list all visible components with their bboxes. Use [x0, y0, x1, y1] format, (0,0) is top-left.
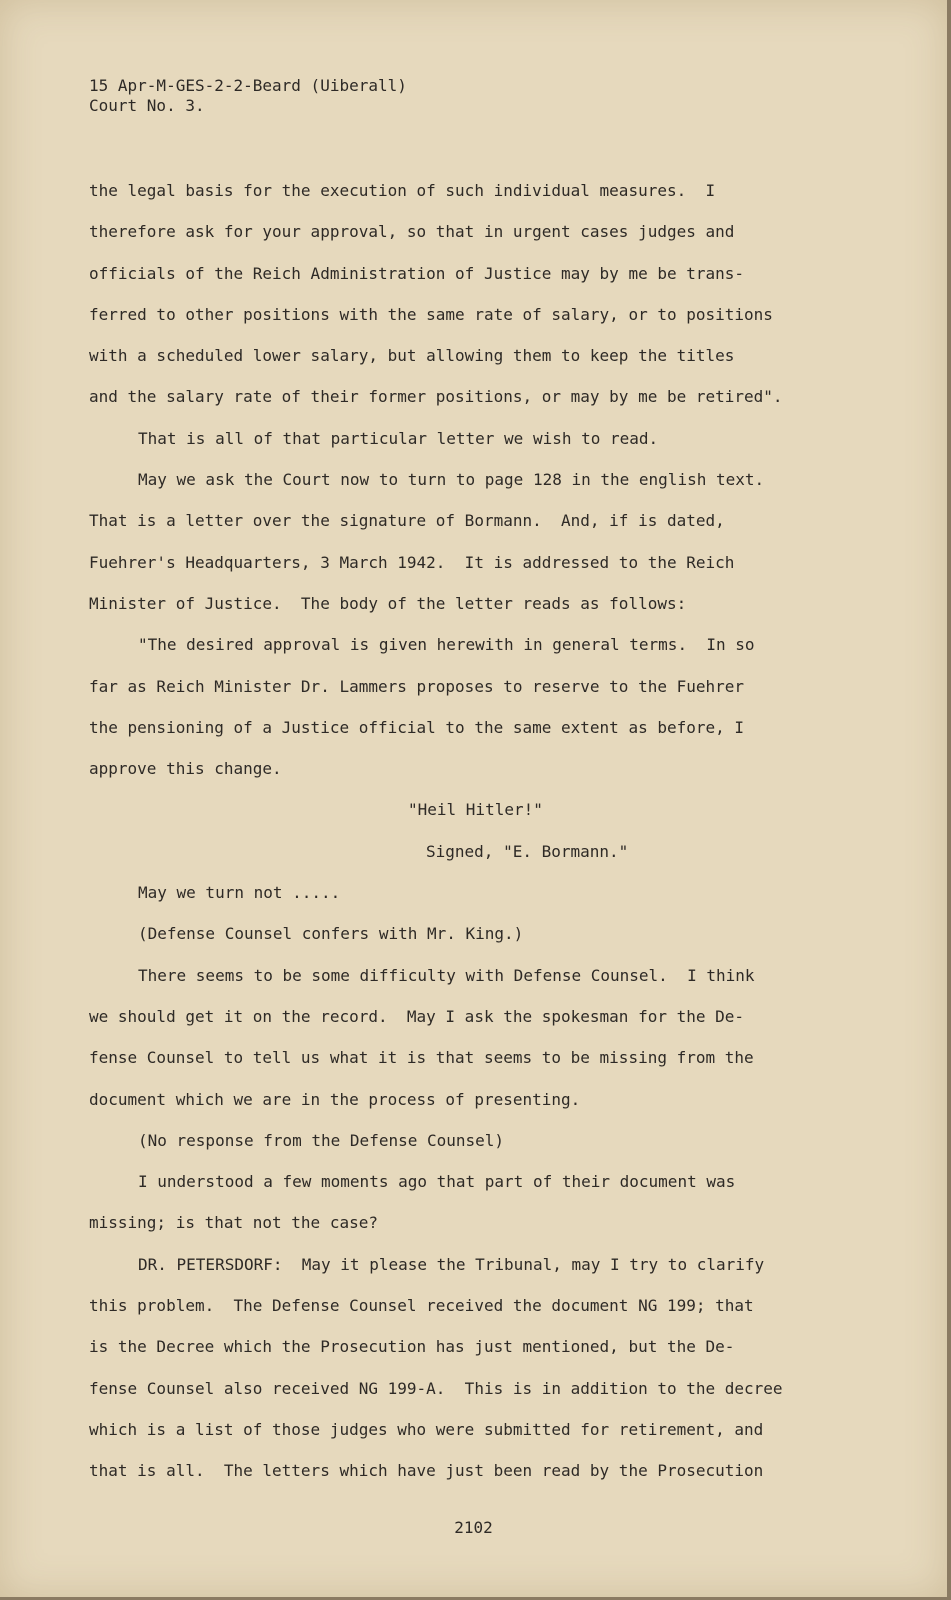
- text-line: officials of the Reich Administration of Justice may by me be trans-: [89, 263, 745, 283]
- text-line: "The desired approval is given herewith in general terms. In so: [138, 635, 755, 655]
- text-line: May we ask the Court now to turn to page 128 in the english text.: [138, 470, 765, 490]
- transcript-body: [89, 170, 829, 1492]
- text-line: the pensioning of a Justice official to the same extent as before, I: [89, 717, 745, 737]
- text-line: missing; is that not the case?: [89, 1213, 378, 1233]
- text-line: Minister of Justice. The body of the letter reads as follows:: [89, 593, 687, 613]
- text-line: fense Counsel to tell us what it is that seems to be missing from the: [89, 1048, 754, 1068]
- text-line: the legal basis for the execution of such individual measures. I: [89, 181, 716, 200]
- text-line: That is all of that particular letter we wish to read.: [138, 428, 659, 448]
- text-line: far as Reich Minister Dr. Lammers proposes to reserve to the Fuehrer: [89, 676, 745, 696]
- text-line: (Defense Counsel confers with Mr. King.): [138, 924, 524, 944]
- text-line: fense Counsel also received NG 199-A. This is in addition to the decree: [89, 1378, 783, 1398]
- page-number: 2102: [454, 1518, 493, 1537]
- header-reference: 15 Apr-M-GES-2-2-Beard (Uiberall): [89, 76, 407, 95]
- text-line: document which we are in the process of presenting.: [89, 1089, 581, 1109]
- text-line: Fuehrer's Headquarters, 3 March 1942. It is addressed to the Reich: [89, 552, 735, 572]
- document-header: [89, 76, 407, 116]
- text-line: approve this change.: [89, 759, 282, 779]
- text-line: DR. PETERSDORF: May it please the Tribunal, may I try to clarify: [138, 1254, 765, 1274]
- text-line: therefore ask for your approval, so that in urgent cases judges and: [89, 222, 735, 242]
- text-line: with a scheduled lower salary, but allowing them to keep the titles: [89, 346, 735, 366]
- signature-line: Signed, "E. Bormann.": [426, 841, 629, 861]
- text-line: is the Decree which the Prosecution has just mentioned, but the De-: [89, 1337, 735, 1357]
- text-line: That is a letter over the signature of Bormann. And, if is dated,: [89, 511, 725, 531]
- text-line: that is all. The letters which have just been read by the Prosecution: [89, 1461, 764, 1481]
- text-line: I understood a few moments ago that part of their document was: [138, 1172, 736, 1192]
- text-line: and the salary rate of their former positions, or may by me be retired".: [89, 387, 783, 407]
- text-line: which is a list of those judges who were submitted for retirement, and: [89, 1419, 764, 1439]
- text-line: May we turn not .....: [138, 883, 341, 903]
- text-line: we should get it on the record. May I ask the spokesman for the De-: [89, 1006, 745, 1026]
- salutation-line: "Heil Hitler!": [408, 800, 543, 820]
- text-line: ferred to other positions with the same rate of salary, or to positions: [89, 304, 773, 324]
- text-line: this problem. The Defense Counsel received the document NG 199; that: [89, 1296, 754, 1316]
- page-edge-right: [947, 0, 951, 1600]
- header-court: Court No. 3.: [89, 96, 205, 115]
- text-line: (No response from the Defense Counsel): [138, 1130, 505, 1150]
- text-line: There seems to be some difficulty with Defense Counsel. I think: [138, 965, 755, 985]
